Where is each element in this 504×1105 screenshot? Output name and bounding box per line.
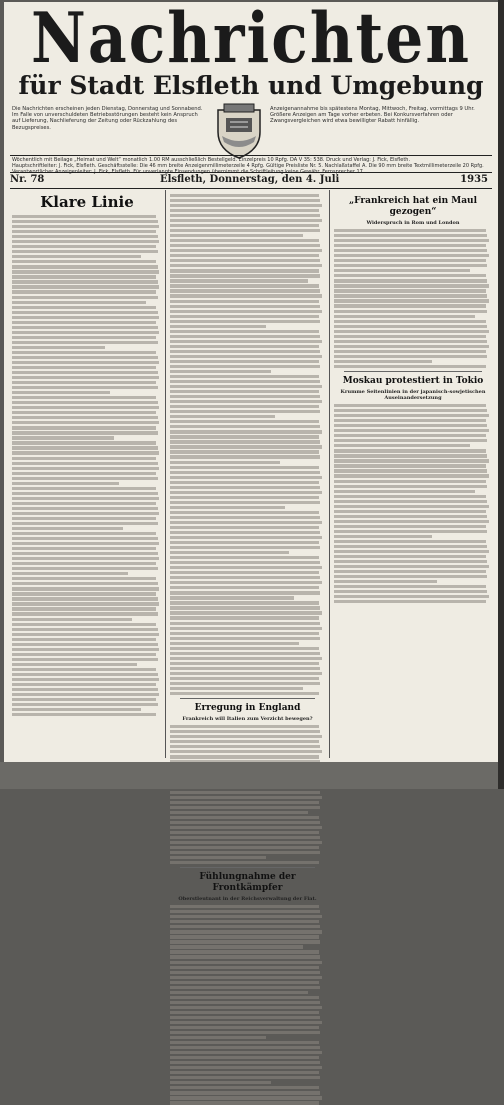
masthead-title: Nachrichten	[31, 0, 471, 80]
article-body	[170, 905, 325, 1104]
scan-margin	[0, 762, 498, 789]
article-body	[334, 229, 492, 368]
publication-info-line2: Hauptschriftleiter: J. Fick, Elsfleth. Geschäftsstelle: Die 46 mm breite Anzeigenmillimeterzeile 4 Rpfg. Gültige Preisliste Nr. 5. Nachlaßstaffel A. Die 90 mm breite Textmillimeterzeile 20 Rpfg.	[12, 163, 484, 169]
divider	[10, 155, 492, 156]
column-3	[334, 192, 492, 757]
article-body	[12, 215, 162, 716]
article-headline: „Frankreich hat ein Maul gezogen“	[348, 196, 478, 217]
publication-info-line1: Wöchentlich mit Beilage „Heimat und Welt“ monatlich 1.00 RM ausschließlich Bestellgeld. Einzelpreis 10 Rpfg. DA V 35: 538. Druck und Verlag: J. Fick, Elsfleth.	[12, 157, 411, 163]
article-headline: Erregung in England	[194, 703, 301, 714]
binding-edge	[498, 0, 504, 789]
column-divider	[165, 190, 166, 758]
divider	[180, 867, 315, 868]
masthead-subtitle: für Stadt Elsfleth und Umgebung	[18, 71, 484, 100]
article-headline: Moskau protestiert in Tokio	[342, 376, 484, 387]
divider	[344, 371, 482, 372]
article-headline: Fühlungnahme der Frontkämpfer	[199, 872, 296, 894]
divider	[10, 172, 492, 173]
divider	[10, 188, 492, 189]
place-date: Elsfleth, Donnerstag, den 4. Juli	[160, 174, 340, 185]
article-headline: Klare Linie	[40, 193, 134, 211]
article-body	[170, 194, 325, 695]
column-divider	[329, 190, 330, 758]
article-subheadline: Oberstleutnant in der Reichsverwaltung der Fiat.	[178, 896, 317, 903]
town-crest-icon	[214, 102, 264, 160]
newspaper-page	[4, 0, 498, 903]
advertising-info: Anzeigenannahme bis spätestens Montag, Mittwoch, Freitag, vormittags 9 Uhr. Größere Anzeigen am Tage vorher erbeten. Bei Konkursverfahren oder Zwangsvergleichen wird etwa bewilligter Rabatt hinfällig.	[270, 106, 475, 125]
column-1	[12, 192, 162, 757]
column-2	[170, 192, 325, 903]
article-subheadline: Widerspruch in Rom und London	[366, 220, 460, 226]
year: 1935	[460, 174, 488, 185]
dateline	[10, 174, 492, 186]
article-body	[334, 404, 492, 603]
article-body	[170, 725, 325, 864]
subscription-info: Die Nachrichten erscheinen jeden Dienstag, Donnerstag und Sonnabend. Im Falle von unverschuldeten Betriebsstörungen besteht kein Anspruch auf Lieferung, Nachlieferung der Zeitung oder Rückzahlung des Bezugspreises.	[12, 106, 203, 131]
issue-number: Nr. 78	[10, 174, 45, 185]
article-subheadline: Krumme Seitenlinien in der japanisch-sowjetischen Auseinandersetzung	[340, 389, 486, 402]
article-subheadline: Frankreich will Italien zum Verzicht bewegen?	[182, 716, 313, 723]
divider	[180, 698, 315, 699]
